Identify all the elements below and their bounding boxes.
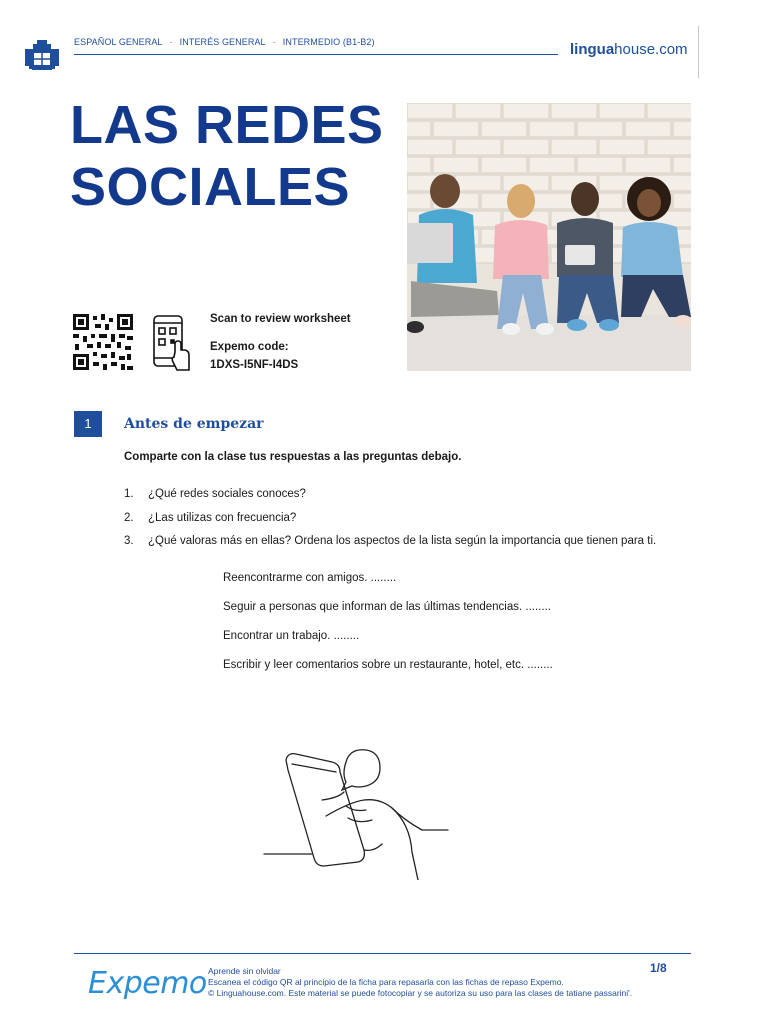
footer-text	[208, 966, 648, 999]
margin-divider	[698, 26, 699, 78]
footer-divider	[74, 953, 691, 954]
breadcrumb-topic: INTERÉS GENERAL	[179, 37, 266, 47]
breadcrumb-level: ESPAÑOL GENERAL	[74, 37, 163, 47]
question-item: 2. ¿Las utilizas con frecuencia?	[124, 512, 297, 524]
ranking-item[interactable]: Encontrar un trabajo. ........	[223, 630, 360, 642]
footer-tagline: Aprende sin olvidar	[208, 966, 281, 976]
hand-holding-phone-illustration	[262, 742, 450, 880]
footer-copyright: © Linguahouse.com. Este material se puede fotocopiar y se autoriza su uso para las clases de tatiane passarini'.	[208, 988, 633, 998]
expemo-logo[interactable]: Expemo	[88, 966, 207, 1001]
section-title: Antes de empezar	[124, 416, 264, 432]
crest-icon	[24, 40, 60, 72]
expemo-code-value: 1DXS-I5NF-I4DS	[210, 359, 299, 371]
footer-instruction: Escanea el código QR al principio de la ficha para repasarla con las fichas de repaso Expemo.	[208, 977, 564, 987]
qr-code-icon[interactable]	[73, 314, 133, 370]
section-instruction: Comparte con la clase tus respuestas a las preguntas debajo.	[124, 451, 462, 463]
phone-scan-icon	[151, 314, 191, 372]
question-item: 3. ¿Qué valoras más en ellas? Ordena los aspectos de la lista según la importancia que tienen para ti.	[124, 535, 657, 547]
expemo-code-label: Expemo code:	[210, 341, 289, 353]
ranking-item[interactable]: Seguir a personas que informan de las últimas tendencias. ........	[223, 601, 551, 613]
ranking-item[interactable]: Escribir y leer comentarios sobre un restaurante, hotel, etc. ........	[223, 659, 553, 671]
brand-logo[interactable]: linguahouse.com	[570, 41, 688, 58]
question-item: 1. ¿Qué redes sociales conoces?	[124, 488, 306, 500]
page-title: LAS REDES SOCIALES	[70, 95, 384, 217]
header-divider	[74, 54, 558, 55]
scan-instruction: Scan to review worksheet	[210, 313, 351, 325]
ranking-item[interactable]: Reencontrarme con amigos. ........	[223, 572, 397, 584]
page-number: 1/8	[650, 961, 667, 975]
section-number-badge: 1	[74, 411, 102, 437]
breadcrumb: ESPAÑOL GENERAL · INTERÉS GENERAL · INTERMEDIO (B1-B2)	[74, 37, 375, 47]
people-with-devices-photo	[407, 103, 691, 371]
breadcrumb-grade: INTERMEDIO (B1-B2)	[282, 37, 375, 47]
